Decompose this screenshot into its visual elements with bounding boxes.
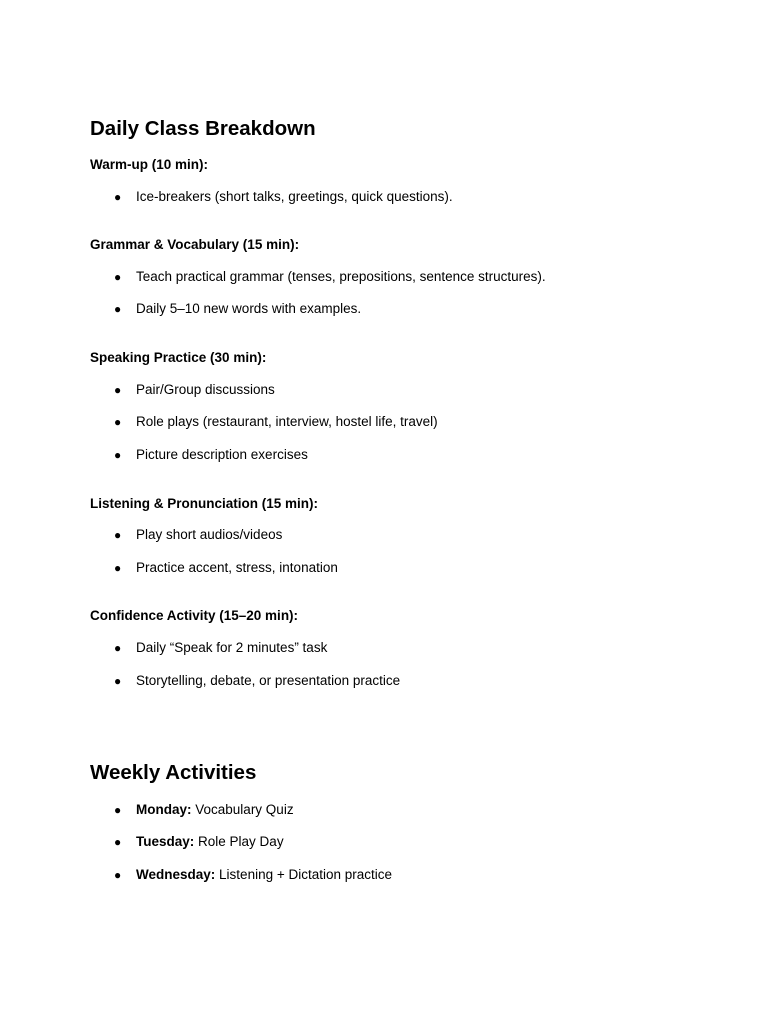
bullet-icon: ● bbox=[114, 528, 122, 542]
list-item: Daily “Speak for 2 minutes” task bbox=[136, 640, 328, 655]
weekly-item-monday bbox=[136, 801, 294, 819]
section-title-daily: Daily Class Breakdown bbox=[90, 117, 316, 140]
bullet-icon: ● bbox=[114, 868, 122, 882]
list-item: Daily 5–10 new words with examples. bbox=[136, 301, 362, 316]
speaking-heading: Speaking Practice (30 min): bbox=[90, 350, 267, 365]
bullet-icon: ● bbox=[114, 270, 122, 284]
weekly-item-tuesday bbox=[136, 833, 284, 851]
bullet-icon: ● bbox=[114, 302, 122, 316]
bullet-icon: ● bbox=[114, 383, 122, 397]
bullet-icon: ● bbox=[114, 803, 122, 817]
weekday-activity: Vocabulary Quiz bbox=[195, 802, 294, 817]
list-item: Pair/Group discussions bbox=[136, 382, 275, 397]
list-item: Play short audios/videos bbox=[136, 527, 283, 542]
weekday-label: Monday: bbox=[136, 802, 192, 817]
bullet-icon: ● bbox=[114, 448, 122, 462]
list-item: Practice accent, stress, intonation bbox=[136, 560, 338, 575]
bullet-icon: ● bbox=[114, 674, 122, 688]
list-item: Picture description exercises bbox=[136, 447, 308, 462]
list-item: Storytelling, debate, or presentation practice bbox=[136, 673, 401, 688]
bullet-icon: ● bbox=[114, 641, 122, 655]
weekly-item-wednesday bbox=[136, 866, 392, 884]
list-item: Role plays (restaurant, interview, hostel life, travel) bbox=[136, 414, 438, 429]
listening-heading: Listening & Pronunciation (15 min): bbox=[90, 496, 319, 511]
weekday-label: Wednesday: bbox=[136, 867, 216, 882]
warmup-heading: Warm-up (10 min): bbox=[90, 157, 208, 172]
weekday-activity: Listening + Dictation practice bbox=[219, 867, 393, 882]
grammar-heading: Grammar & Vocabulary (15 min): bbox=[90, 237, 300, 252]
bullet-icon: ● bbox=[114, 561, 122, 575]
bullet-icon: ● bbox=[114, 190, 122, 204]
list-item: Ice-breakers (short talks, greetings, quick questions). bbox=[136, 189, 453, 204]
section-title-weekly: Weekly Activities bbox=[90, 761, 257, 784]
confidence-heading: Confidence Activity (15–20 min): bbox=[90, 608, 299, 623]
weekday-activity: Role Play Day bbox=[198, 834, 284, 849]
list-item: Teach practical grammar (tenses, prepositions, sentence structures). bbox=[136, 269, 546, 284]
bullet-icon: ● bbox=[114, 835, 122, 849]
bullet-icon: ● bbox=[114, 415, 122, 429]
weekday-label: Tuesday: bbox=[136, 834, 195, 849]
